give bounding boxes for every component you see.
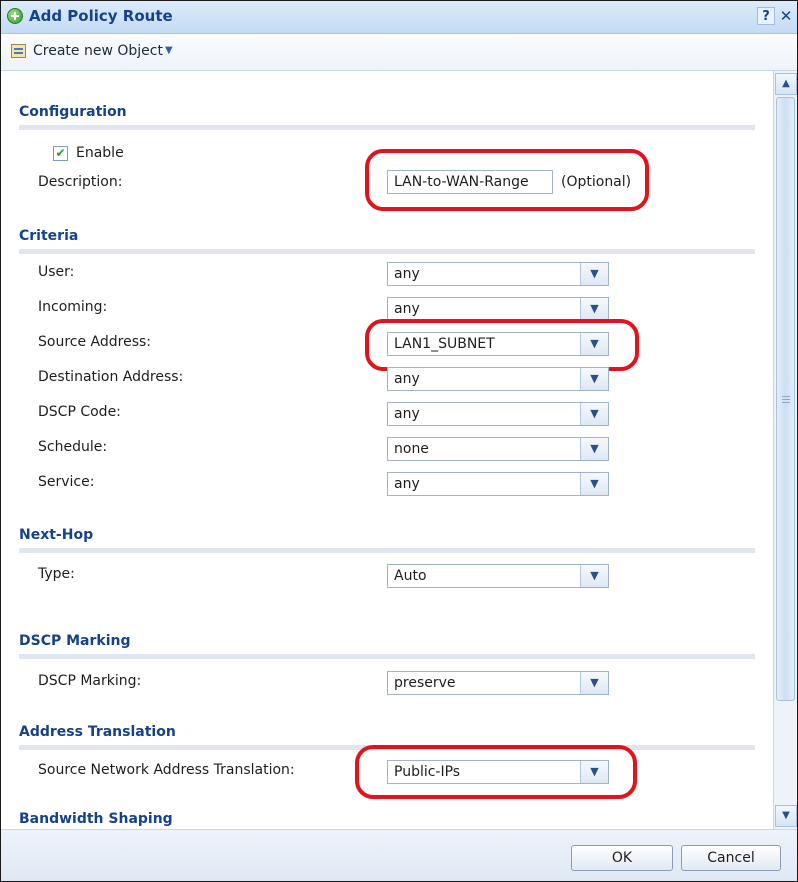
- source-address-select[interactable]: [387, 332, 609, 356]
- section-divider: [19, 745, 755, 750]
- section-bandwidth-shaping-heading: Bandwidth Shaping: [19, 811, 173, 827]
- section-dscp-marking-heading: DSCP Marking: [19, 633, 131, 649]
- dscp-code-value: any: [394, 406, 420, 422]
- chevron-down-icon[interactable]: ▼: [580, 333, 608, 355]
- section-divider: [19, 249, 755, 254]
- snat-select[interactable]: [387, 760, 609, 784]
- schedule-value: none: [394, 441, 429, 457]
- section-configuration-heading: Configuration: [19, 104, 127, 120]
- chevron-down-icon[interactable]: ▼: [580, 298, 608, 320]
- service-label: Service:: [38, 474, 95, 490]
- description-value: LAN-to-WAN-Range: [394, 174, 529, 190]
- chevron-down-icon[interactable]: ▼: [580, 438, 608, 460]
- user-value: any: [394, 266, 420, 282]
- scroll-up-button[interactable]: ▲: [775, 73, 797, 95]
- dialog-content: [1, 71, 773, 829]
- description-input[interactable]: [387, 170, 553, 194]
- next-hop-type-select[interactable]: [387, 564, 609, 588]
- dialog-title: Add Policy Route: [29, 7, 173, 25]
- scroll-down-button[interactable]: ▼: [775, 805, 797, 827]
- chevron-down-icon[interactable]: ▼: [580, 368, 608, 390]
- section-divider: [19, 654, 755, 659]
- section-address-translation-heading: Address Translation: [19, 724, 176, 740]
- dscp-marking-value: preserve: [394, 675, 456, 691]
- destination-address-select[interactable]: [387, 367, 609, 391]
- dialog-toolbar: [1, 34, 797, 71]
- add-icon: [7, 8, 23, 24]
- incoming-value: any: [394, 301, 420, 317]
- close-button[interactable]: ✕: [779, 7, 793, 25]
- ok-button[interactable]: OK: [571, 845, 673, 871]
- source-address-value: LAN1_SUBNET: [394, 336, 495, 352]
- user-select[interactable]: [387, 262, 609, 286]
- user-label: User:: [38, 264, 75, 280]
- next-hop-type-value: Auto: [394, 568, 427, 584]
- schedule-label: Schedule:: [38, 439, 108, 455]
- dscp-marking-label: DSCP Marking:: [38, 673, 142, 689]
- type-label: Type:: [38, 566, 75, 582]
- create-new-object-label: Create new Object: [33, 43, 163, 59]
- cancel-button[interactable]: Cancel: [681, 845, 781, 871]
- chevron-down-icon: ▼: [165, 45, 173, 56]
- optional-hint: (Optional): [561, 174, 632, 190]
- incoming-select[interactable]: [387, 297, 609, 321]
- schedule-select[interactable]: [387, 437, 609, 461]
- dscp-code-select[interactable]: [387, 402, 609, 426]
- snat-label: Source Network Address Translation:: [38, 762, 295, 778]
- chevron-down-icon[interactable]: ▼: [580, 473, 608, 495]
- chevron-down-icon[interactable]: ▼: [580, 761, 608, 783]
- source-address-label: Source Address:: [38, 334, 152, 350]
- grip-icon: [782, 396, 790, 397]
- chevron-down-icon[interactable]: ▼: [580, 263, 608, 285]
- service-value: any: [394, 476, 420, 492]
- dialog-titlebar: [1, 1, 797, 34]
- section-next-hop-heading: Next-Hop: [19, 527, 94, 543]
- help-button[interactable]: ?: [757, 7, 775, 25]
- dscp-marking-select[interactable]: [387, 671, 609, 695]
- chevron-down-icon[interactable]: ▼: [580, 403, 608, 425]
- dscp-code-label: DSCP Code:: [38, 404, 121, 420]
- scrollbar-thumb[interactable]: [776, 97, 795, 701]
- section-divider: [19, 125, 755, 130]
- chevron-down-icon[interactable]: ▼: [580, 565, 608, 587]
- section-criteria-heading: Criteria: [19, 228, 79, 244]
- snat-value: Public-IPs: [394, 764, 461, 780]
- incoming-label: Incoming:: [38, 299, 108, 315]
- vertical-scrollbar[interactable]: [773, 71, 797, 829]
- dialog-footer: [1, 829, 797, 882]
- destination-address-label: Destination Address:: [38, 369, 184, 385]
- object-list-icon: [11, 44, 26, 58]
- section-divider: [19, 548, 755, 553]
- enable-label: Enable: [76, 145, 124, 161]
- destination-address-value: any: [394, 371, 420, 387]
- description-label: Description:: [38, 174, 123, 190]
- chevron-down-icon[interactable]: ▼: [580, 672, 608, 694]
- service-select[interactable]: [387, 472, 609, 496]
- enable-checkbox[interactable]: ✔: [53, 146, 68, 161]
